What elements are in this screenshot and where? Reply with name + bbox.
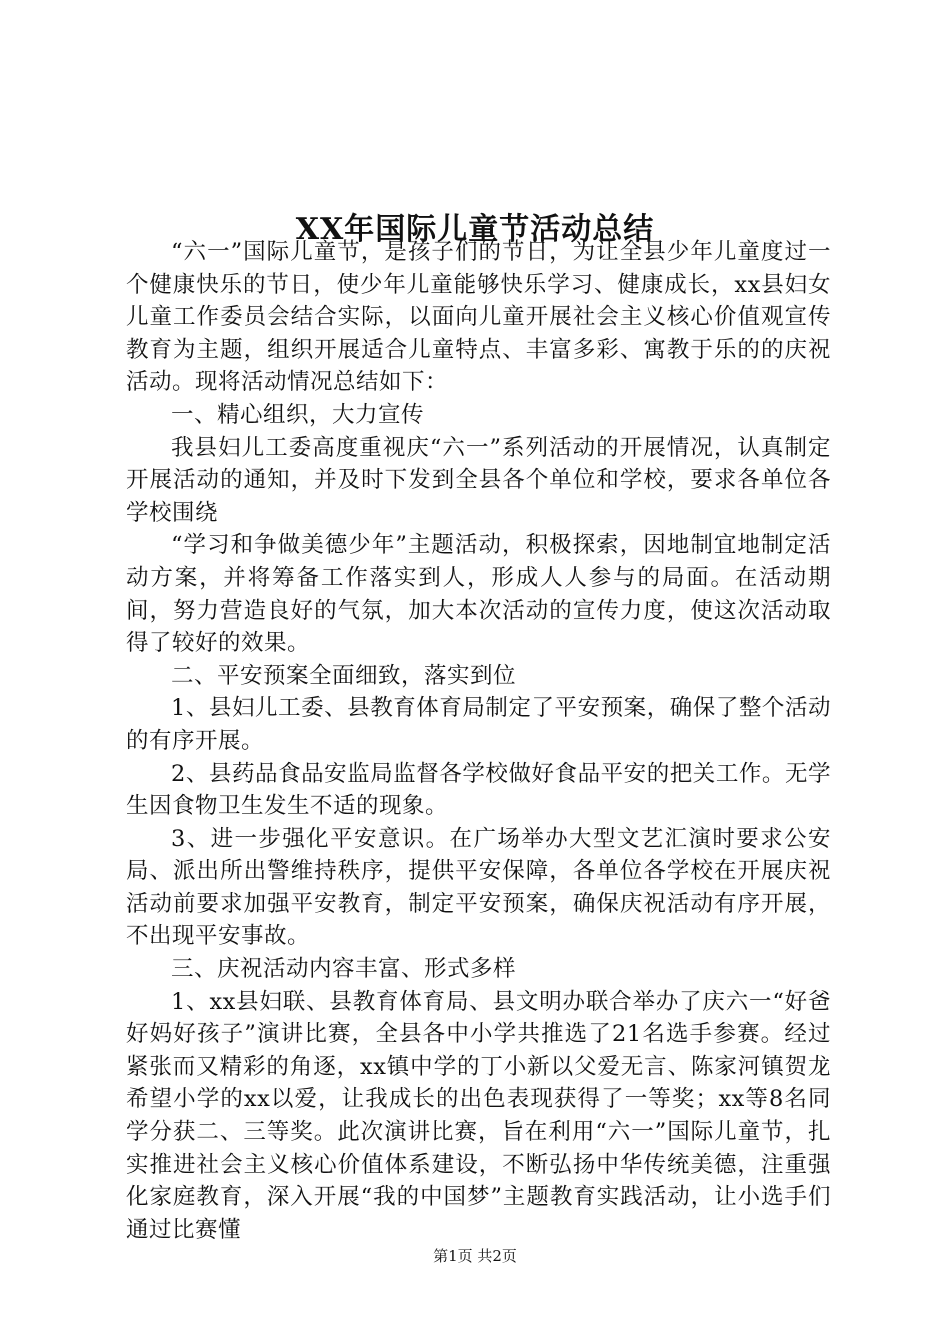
section-heading-2: 二、平安预案全面细致，落实到位 (171, 662, 517, 689)
section-heading-1: 一、精心组织，大力宣传 (171, 401, 425, 428)
section-heading-3: 三、庆祝活动内容丰富、形式多样 (171, 956, 517, 983)
paragraph: 1、xx县妇联、县教育体育局、县文明办联合举办了庆六一“好爸好妈好孩子”演讲比赛，全县各中小学共推选了21名选手参赛。经过紧张而又精彩的角逐，xx镇中学的丁小新以父爱无言、陈家河镇贺龙希望小学的xx以爱，让我成长的出色表现获得了一等奖；xx等8名同学分获二、三等奖。此次演讲比赛，旨在利用“六一”国际儿童节，扎实推进社会主义核心价值体系建设，不断弘扬中华传统美德，注重强化家庭教育，深入开展“我的中国梦”主题教育实践活动，让小选手们通过比赛懂 (126, 988, 831, 1243)
paragraph: 1、县妇儿工委、县教育体育局制定了平安预案，确保了整个活动的有序开展。 (126, 695, 831, 754)
paragraph: 2、县药品食品安监局监督各学校做好食品平安的把关工作。无学生因食物卫生发生不适的现象。 (126, 760, 831, 820)
paragraph: “学习和争做美德少年”主题活动，积极探索，因地制宜地制定活动方案，并将筹备工作落实到人，形成人人参与的局面。在活动期间，努力营造良好的气氛，加大本次活动的宣传力度，使这次活动取得了较好的效果。 (126, 532, 831, 657)
paragraph: 我县妇儿工委高度重视庆“六一”系列活动的开展情况，认真制定开展活动的通知，并及时下发到全县各个单位和学校，要求各单位各学校围绕 (126, 434, 831, 526)
paragraph-intro: “六一”国际儿童节，是孩子们的节日，为让全县少年儿童度过一个健康快乐的节日，使少年儿童能够快乐学习、健康成长，xx县妇女儿童工作委员会结合实际，以面向儿童开展社会主义核心价值观宣传教育为主题，组织开展适合儿童特点、丰富多彩、寓教于乐的的庆祝活动。现将活动情况总结如下： (126, 239, 831, 396)
document-body (126, 236, 831, 1246)
page-number-footer: 第1页 共2页 (433, 1247, 517, 1265)
paragraph: 3、进一步强化平安意识。在广场举办大型文艺汇演时要求公安局、派出所出警维持秩序，提供平安保障，各单位各学校在开展庆祝活动前要求加强平安教育，制定平安预案，确保庆祝活动有序开展，不出现平安事故。 (126, 825, 831, 950)
document-title: XX年国际儿童节活动总结 (295, 212, 655, 248)
